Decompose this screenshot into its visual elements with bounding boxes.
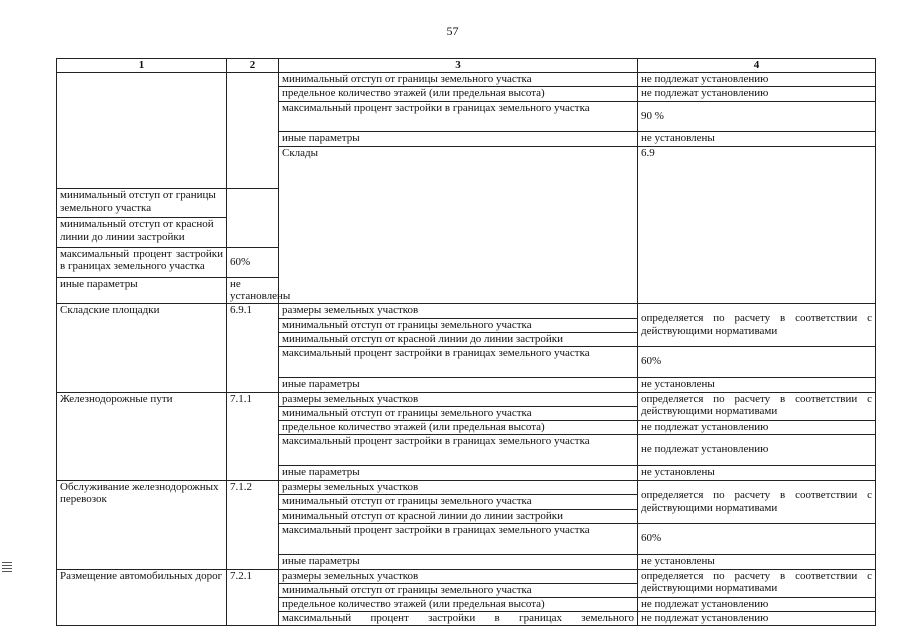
param-cell: иные параметры xyxy=(279,465,638,480)
table-row xyxy=(57,392,876,406)
param-cell: максимальный процент застройки в границах земельного xyxy=(279,611,638,625)
use-code-cell: 7.1.1 xyxy=(227,392,279,480)
use-code-cell: 6.9 xyxy=(638,146,876,303)
param-cell: максимальный процент застройки в границах земельного участка xyxy=(279,101,638,131)
use-code-cell: 7.1.2 xyxy=(227,480,279,569)
value-cell: не установлены xyxy=(638,131,876,146)
param-cell: минимальный отступ от красной линии до линии застройки xyxy=(57,218,227,247)
param-cell: иные параметры xyxy=(57,277,227,303)
param-cell: максимальный процент застройки в границах земельного участка xyxy=(279,523,638,554)
value-cell: не подлежат установлению xyxy=(638,597,876,611)
value-cell: определяется по расчету в соответствии с действующими нормативами xyxy=(638,392,876,420)
value-cell: 60% xyxy=(638,523,876,554)
value-cell: не подлежат установлению xyxy=(638,86,876,101)
table-row xyxy=(57,303,876,318)
param-cell: иные параметры xyxy=(279,554,638,569)
use-code-cell: 6.9.1 xyxy=(227,303,279,392)
value-cell: определяется по расчету в соответствии с действующими нормативами xyxy=(638,569,876,597)
param-cell: минимальный отступ от границы земельного участка xyxy=(279,406,638,420)
value-cell: не подлежат установлению xyxy=(638,434,876,465)
param-cell: размеры земельных участков xyxy=(279,569,638,583)
param-cell: минимальный отступ от красной линии до линии застройки xyxy=(279,332,638,346)
value-cell: определяется по расчету в соответствии с действующими нормативами xyxy=(638,303,876,346)
param-cell: минимальный отступ от границы земельного участка xyxy=(279,73,638,87)
value-cell: 60% xyxy=(638,346,876,377)
param-cell: размеры земельных участков xyxy=(279,480,638,494)
value-cell: определяется по расчету в соответствии с действующими нормативами xyxy=(638,480,876,523)
value-cell: не установлены xyxy=(638,377,876,392)
param-cell: минимальный отступ от границы земельного участка xyxy=(279,583,638,597)
value-cell: не подлежат установлению xyxy=(638,420,876,434)
use-type-cell: Размещение автомобильных дорог xyxy=(57,569,227,625)
param-cell: размеры земельных участков xyxy=(279,303,638,318)
value-cell: не установлены xyxy=(638,465,876,480)
value-cell: 90 % xyxy=(638,101,876,131)
param-cell: максимальный процент застройки в границах земельного участка xyxy=(279,434,638,465)
use-type-cell: Складские площадки xyxy=(57,303,227,392)
header-row xyxy=(57,59,876,73)
param-cell: предельное количество этажей (или предельная высота) xyxy=(279,420,638,434)
param-cell: иные параметры xyxy=(279,131,638,146)
param-cell: иные параметры xyxy=(279,377,638,392)
use-code-cell xyxy=(227,73,279,189)
value-cell: 60% xyxy=(227,247,279,277)
use-code-cell: 7.2.1 xyxy=(227,569,279,625)
use-type-cell: Железнодорожные пути xyxy=(57,392,227,480)
zoning-parameters-table xyxy=(56,58,876,626)
table-row xyxy=(57,569,876,583)
column-header: 3 xyxy=(279,59,638,73)
page-number: 57 xyxy=(446,24,459,38)
param-cell: размеры земельных участков xyxy=(279,392,638,406)
value-cell: не подлежат установлению xyxy=(638,73,876,87)
use-type-cell xyxy=(57,73,227,189)
param-cell: минимальный отступ от границы земельного участка xyxy=(57,189,227,218)
column-header: 2 xyxy=(227,59,279,73)
param-cell: предельное количество этажей (или предельная высота) xyxy=(279,86,638,101)
value-cell: не установлены xyxy=(227,277,279,303)
param-cell: минимальный отступ от границы земельного участка xyxy=(279,318,638,332)
param-cell: максимальный процент застройки в границах земельного участка xyxy=(279,346,638,377)
value-cell: не подлежат установлению xyxy=(638,611,876,625)
param-cell: минимальный отступ от красной линии до линии застройки xyxy=(279,509,638,523)
column-header: 4 xyxy=(638,59,876,73)
value-cell: не установлены xyxy=(638,554,876,569)
table-row xyxy=(57,73,876,87)
table-row xyxy=(57,480,876,494)
column-header: 1 xyxy=(57,59,227,73)
param-cell: минимальный отступ от границы земельного участка xyxy=(279,494,638,509)
param-cell: максимальный процент застройки в границах земельного участка xyxy=(57,247,227,277)
use-type-cell: Обслуживание железнодорожных перевозок xyxy=(57,480,227,569)
param-cell: предельное количество этажей (или предельная высота) xyxy=(279,597,638,611)
binding-marks xyxy=(2,562,12,574)
use-type-cell: Склады xyxy=(279,146,638,303)
